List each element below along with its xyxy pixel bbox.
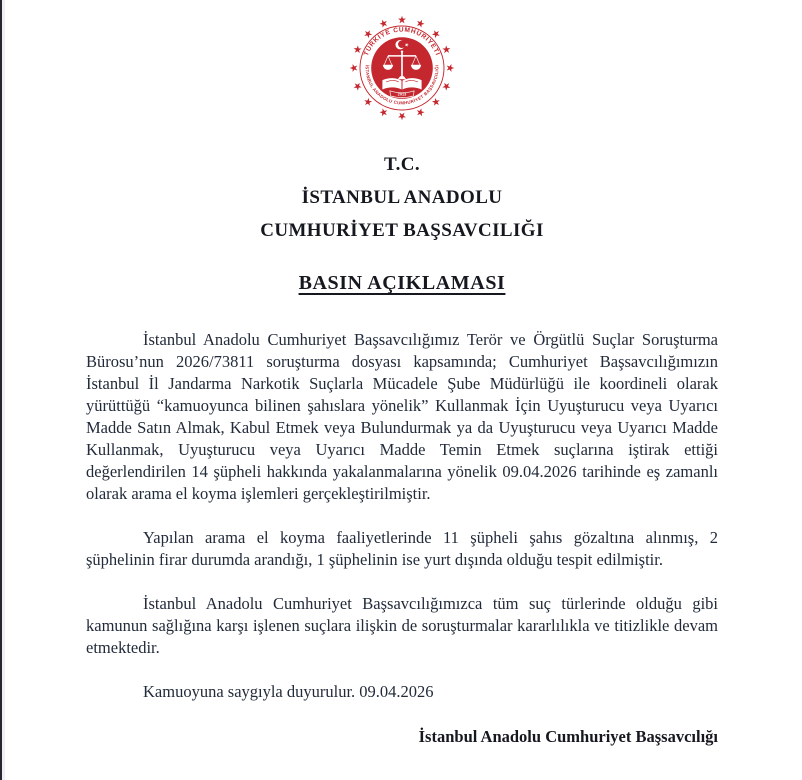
seal-year: 2013 bbox=[397, 91, 407, 97]
document-title bbox=[86, 272, 718, 295]
document-title-text: BASIN AÇIKLAMASI bbox=[298, 272, 506, 294]
year-ribbon bbox=[390, 91, 414, 98]
seal-bottom-text: İSTANBUL ANADOLU CUMHURİYET BAŞSAVCILIĞI bbox=[364, 64, 440, 106]
body-paragraph-2: Yapılan arama el koyma faaliyetlerinde 11 şüpheli şahıs gözaltına alınmış, 2 şüphelinin firar durumda arandığı, 1 şüphelinin ise yurt dışında olduğu tespit edilmiştir. bbox=[86, 528, 718, 569]
header-institution-line-2: CUMHURİYET BAŞSAVCILIĞI bbox=[260, 220, 544, 241]
seal-svg bbox=[346, 12, 458, 124]
header-institution-line-1: İSTANBUL ANADOLU bbox=[301, 187, 503, 208]
body-paragraph-1: İstanbul Anadolu Cumhuriyet Başsavcılığımız Terör ve Örgütlü Suçlar Soruşturma Bürosu’nun 2026/73811 soruşturma dosyası kapsamında; Cumhuriyet Başsavcılığımızın İstanbul İl Jandarma Narkotik Suçlarla Mücadele Şube Müdürlüğü ile koordineli olarak yürüttüğü “kamuoyunca bilinen şahıslara yönelik” Kullanmak İçin Uyuşturucu veya Uyarıcı Madde Satın Almak, Kabul Etmek veya Bulundurmak ya da Uyuşturucu veya Uyarıcı Madde Kullanmak, Uyuşturucu veya Uyarıcı Madde Temin Etmek suçlarına iştirak ettiği değerlendirilen 14 şüpheli hakkında yakalanmalarına yönelik 09.04.2026 tarihinde eş zamanlı olarak arama el koyma işlemleri gerçekleştirilmiştir. bbox=[86, 330, 718, 503]
prosecutor-office-seal bbox=[346, 12, 458, 124]
closing-line: Kamuoyuna saygıyla duyurulur. 09.04.2026 bbox=[143, 682, 434, 701]
document-header bbox=[86, 148, 718, 247]
signature: İstanbul Anadolu Cumhuriyet Başsavcılığı bbox=[418, 727, 718, 746]
header-tc: T.C. bbox=[383, 154, 421, 175]
body-paragraph-3: İstanbul Anadolu Cumhuriyet Başsavcılığımızca tüm suç türlerinde olduğu gibi kamunun sağlığına karşı işlenen suçlara ilişkin de soruşturmalar kararlılıkla ve titizlikle devam etmektedir. bbox=[86, 594, 718, 657]
seal-top-text: TÜRKİYE CUMHURİYETİ bbox=[362, 26, 442, 57]
